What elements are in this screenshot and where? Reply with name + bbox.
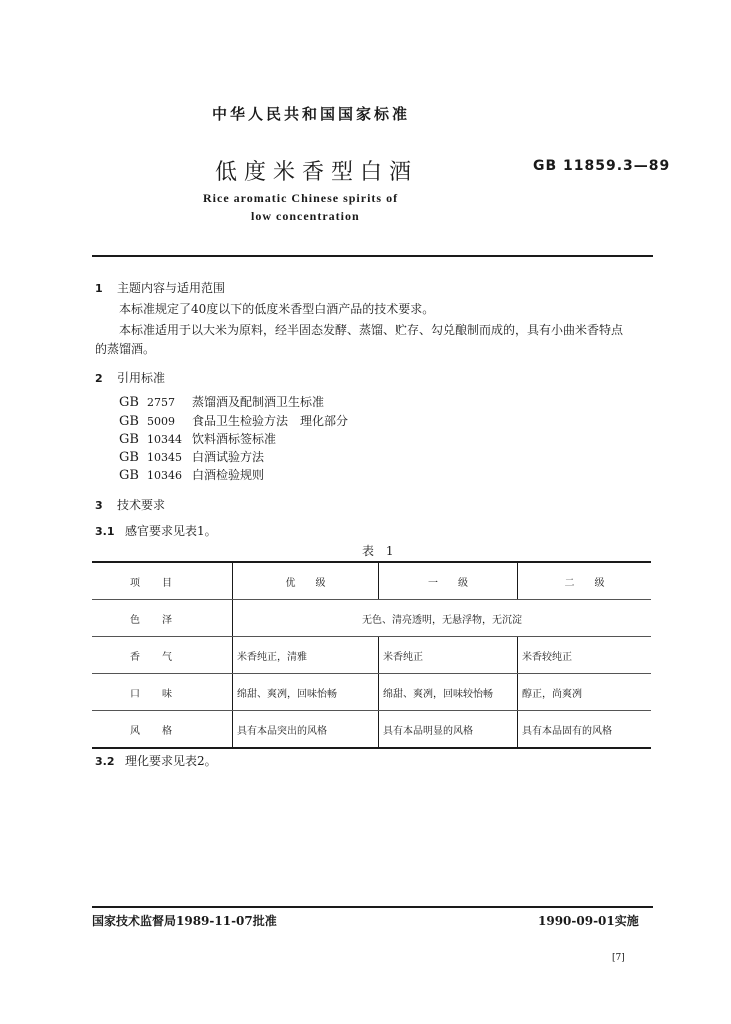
english-title-line1: Rice aromatic Chinese spirits of — [203, 191, 399, 205]
table-cell: 具有本品明显的风格 — [379, 711, 518, 749]
implementation-date: 1990-09-01实施 — [538, 914, 639, 928]
table-merged-cell: 无色、清亮透明，无悬浮物，无沉淀 — [233, 600, 652, 637]
reference-item: GB 5009 食品卫生检验方法 理化部分 — [119, 414, 349, 429]
table-header-row — [92, 562, 651, 600]
table-row — [92, 637, 651, 674]
section2-number: 2 — [95, 372, 103, 385]
table-cell: 米香较纯正 — [518, 637, 652, 674]
section1-para2-line2: 的蒸馏酒。 — [95, 342, 156, 356]
approval-date: 国家技术监督局1989-11-07批准 — [92, 914, 277, 928]
section1-number: 1 — [95, 282, 103, 295]
section1-para2-line1: 本标准适用于以大米为原料，经半固态发酵、蒸馏、贮存、勾兑酿制而成的，具有小曲米香特点 — [119, 323, 624, 337]
table-item-cell: 口味 — [92, 674, 233, 711]
section3-number: 3 — [95, 499, 103, 512]
issuing-authority: 中华人民共和国国家标准 — [212, 105, 411, 123]
section3-title: 技术要求 — [117, 498, 166, 512]
subsection-3-2: 3.2 理化要求见表2。 — [95, 754, 217, 768]
section1-title: 主题内容与适用范围 — [117, 281, 226, 295]
table-cell: 绵甜、爽冽，回味怡畅 — [233, 674, 379, 711]
sensory-requirements-table — [92, 561, 651, 749]
reference-item: GB 10345 白酒试验方法 — [119, 450, 265, 465]
reference-item: GB 10344 饮料酒标签标准 — [119, 432, 277, 447]
table-row — [92, 711, 651, 749]
table-item-cell: 色泽 — [92, 600, 233, 637]
table-cell: 具有本品突出的风格 — [233, 711, 379, 749]
table-row — [92, 600, 651, 637]
table-header-cell: 项目 — [92, 562, 233, 600]
reference-item: GB 2757 蒸馏酒及配制酒卫生标准 — [119, 395, 325, 410]
reference-item: GB 10346 白酒检验规则 — [119, 468, 265, 483]
document-title: 低度米香型白酒 — [215, 160, 419, 185]
table-cell: 米香纯正，清雅 — [233, 637, 379, 674]
table-cell: 米香纯正 — [379, 637, 518, 674]
table-item-cell: 香气 — [92, 637, 233, 674]
table-cell: 醇正，尚爽冽 — [518, 674, 652, 711]
standard-number: GB 11859.3—89 — [533, 158, 671, 174]
table-cell: 绵甜、爽冽，回味较怡畅 — [379, 674, 518, 711]
page-number: [7] — [612, 953, 625, 963]
english-title — [203, 189, 398, 225]
section2-title: 引用标准 — [117, 371, 166, 385]
table-item-cell: 风格 — [92, 711, 233, 749]
table-cell: 具有本品固有的风格 — [518, 711, 652, 749]
table-caption: 表 1 — [362, 544, 398, 558]
subsection-3-1: 3.1 感官要求见表1。 — [95, 524, 217, 538]
section1-heading — [95, 279, 225, 296]
table-header-cell: 优 级 — [233, 562, 379, 600]
section2-heading — [95, 369, 165, 386]
table-header-cell: 一 级 — [379, 562, 518, 600]
section1-para1: 本标准规定了40度以下的低度米香型白酒产品的技术要求。 — [119, 302, 435, 316]
table-header-cell: 二 级 — [518, 562, 652, 600]
english-title-line2: low concentration — [251, 209, 360, 223]
footer-rule — [92, 906, 653, 908]
table-row — [92, 674, 651, 711]
section3-heading — [95, 496, 165, 513]
header-rule — [92, 255, 653, 257]
